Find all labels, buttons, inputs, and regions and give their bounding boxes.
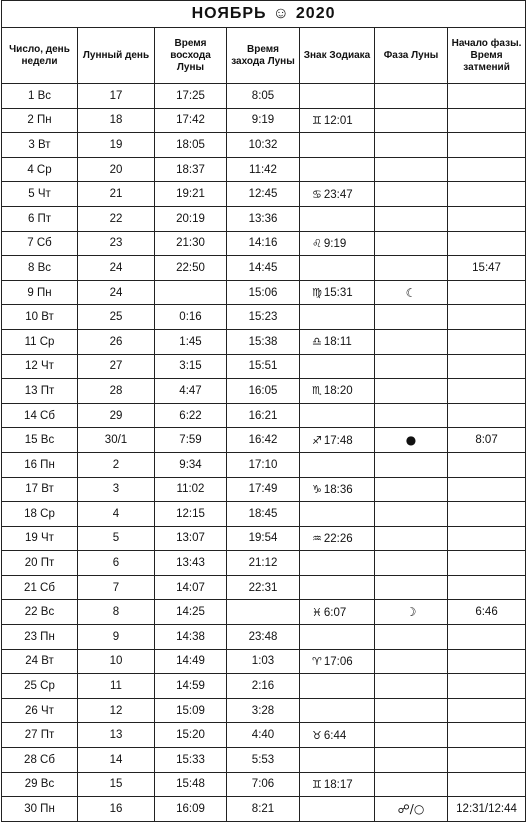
moonrise-cell: 19:21 <box>155 182 227 207</box>
date-cell: 2 Пн <box>2 108 78 133</box>
zodiac-cell <box>300 649 375 674</box>
phase-cell <box>375 329 448 354</box>
zodiac-cell <box>300 329 375 354</box>
phase-start-cell <box>448 403 526 428</box>
date-cell: 19 Чт <box>2 526 78 551</box>
moonset-cell: 14:16 <box>227 231 300 256</box>
table-row <box>2 329 526 354</box>
zodiac-cell <box>300 772 375 797</box>
zodiac-sign-icon: ♎ <box>312 335 322 349</box>
moonrise-cell: 18:37 <box>155 157 227 182</box>
zodiac-cell <box>300 748 375 773</box>
table-row <box>2 452 526 477</box>
header-date: Число, день недели <box>2 28 78 84</box>
moonrise-cell: 13:07 <box>155 526 227 551</box>
moonrise-cell: 11:02 <box>155 477 227 502</box>
zodiac-cell <box>300 797 375 822</box>
phase-start-cell <box>448 379 526 404</box>
phase-cell <box>375 305 448 330</box>
zodiac-cell <box>300 428 375 453</box>
zodiac-time: 15:31 <box>323 287 353 300</box>
date-cell: 6 Пт <box>2 206 78 231</box>
phase-cell <box>375 206 448 231</box>
lunar-day-cell: 20 <box>78 157 155 182</box>
lunar-day-cell: 6 <box>78 551 155 576</box>
lunar-day-cell: 30/1 <box>78 428 155 453</box>
moonrise-cell: 18:05 <box>155 133 227 158</box>
moonrise-cell: 9:34 <box>155 452 227 477</box>
zodiac-cell <box>300 354 375 379</box>
date-cell: 21 Сб <box>2 575 78 600</box>
zodiac-cell <box>300 379 375 404</box>
date-cell: 26 Чт <box>2 698 78 723</box>
date-cell: 24 Вт <box>2 649 78 674</box>
moonrise-cell: 3:15 <box>155 354 227 379</box>
moonset-cell: 2:16 <box>227 674 300 699</box>
table-row <box>2 723 526 748</box>
moon-calendar-table <box>1 0 526 822</box>
date-cell: 30 Пн <box>2 797 78 822</box>
moon-phase-icon: ☽ <box>405 605 417 620</box>
zodiac-cell <box>300 84 375 109</box>
lunar-day-cell: 19 <box>78 133 155 158</box>
date-cell: 4 Ср <box>2 157 78 182</box>
zodiac-cell <box>300 452 375 477</box>
lunar-day-cell: 4 <box>78 502 155 527</box>
lunar-day-cell: 23 <box>78 231 155 256</box>
date-cell: 9 Пн <box>2 280 78 305</box>
zodiac-cell <box>300 600 375 625</box>
lunar-day-cell: 25 <box>78 305 155 330</box>
zodiac-cell <box>300 206 375 231</box>
table-row <box>2 575 526 600</box>
phase-cell <box>375 256 448 281</box>
zodiac-sign-icon: ♓ <box>312 605 322 619</box>
table-row <box>2 182 526 207</box>
zodiac-sign-icon: ♌ <box>312 236 322 250</box>
zodiac-time: 17:06 <box>323 655 353 668</box>
title-month: НОЯБРЬ <box>191 5 267 22</box>
moonrise-cell: 15:09 <box>155 698 227 723</box>
phase-start-cell <box>448 182 526 207</box>
title-row <box>2 1 526 28</box>
lunar-day-cell: 7 <box>78 575 155 600</box>
date-cell: 27 Пт <box>2 723 78 748</box>
moonset-cell: 3:28 <box>227 698 300 723</box>
moonrise-cell: 4:47 <box>155 379 227 404</box>
phase-start-cell: 12:31/12:44 <box>448 797 526 822</box>
zodiac-cell <box>300 305 375 330</box>
table-row <box>2 403 526 428</box>
date-cell: 7 Сб <box>2 231 78 256</box>
table-row <box>2 625 526 650</box>
zodiac-cell <box>300 502 375 527</box>
zodiac-cell <box>300 625 375 650</box>
phase-cell <box>375 354 448 379</box>
smiley-icon: ☺ <box>272 5 290 22</box>
table-row <box>2 551 526 576</box>
date-cell: 28 Сб <box>2 748 78 773</box>
lunar-day-cell: 8 <box>78 600 155 625</box>
moonset-cell: 16:05 <box>227 379 300 404</box>
zodiac-time: 12:01 <box>323 114 353 127</box>
date-cell: 23 Пн <box>2 625 78 650</box>
zodiac-cell <box>300 256 375 281</box>
moonrise-cell: 14:07 <box>155 575 227 600</box>
table-row <box>2 84 526 109</box>
moonset-cell: 7:06 <box>227 772 300 797</box>
moonrise-cell: 20:19 <box>155 206 227 231</box>
zodiac-time: 18:20 <box>323 385 353 398</box>
phase-cell <box>375 84 448 109</box>
phase-cell <box>375 551 448 576</box>
zodiac-time: 17:48 <box>323 434 353 447</box>
phase-start-cell <box>448 305 526 330</box>
table-row <box>2 256 526 281</box>
phase-cell <box>375 649 448 674</box>
phase-start-cell <box>448 108 526 133</box>
table-row <box>2 354 526 379</box>
phase-start-cell <box>448 477 526 502</box>
table-row <box>2 600 526 625</box>
zodiac-time: 18:17 <box>323 778 353 791</box>
date-cell: 29 Вс <box>2 772 78 797</box>
moonset-cell: 12:45 <box>227 182 300 207</box>
zodiac-cell <box>300 280 375 305</box>
moonset-cell: 15:06 <box>227 280 300 305</box>
phase-start-cell <box>448 84 526 109</box>
date-cell: 8 Вс <box>2 256 78 281</box>
date-cell: 1 Вс <box>2 84 78 109</box>
lunar-day-cell: 21 <box>78 182 155 207</box>
date-cell: 17 Вт <box>2 477 78 502</box>
date-cell: 3 Вт <box>2 133 78 158</box>
date-cell: 10 Вт <box>2 305 78 330</box>
moonrise-cell: 14:49 <box>155 649 227 674</box>
moonset-cell: 9:19 <box>227 108 300 133</box>
phase-start-cell <box>448 452 526 477</box>
moonrise-cell: 17:42 <box>155 108 227 133</box>
table-row <box>2 231 526 256</box>
phase-start-cell <box>448 329 526 354</box>
lunar-day-cell: 10 <box>78 649 155 674</box>
table-row <box>2 797 526 822</box>
moonrise-cell: 15:33 <box>155 748 227 773</box>
moonset-cell: 22:31 <box>227 575 300 600</box>
moonrise-cell: 22:50 <box>155 256 227 281</box>
table-row <box>2 698 526 723</box>
phase-start-cell: 8:07 <box>448 428 526 453</box>
moonset-cell: 21:12 <box>227 551 300 576</box>
phase-cell <box>375 182 448 207</box>
lunar-day-cell: 17 <box>78 84 155 109</box>
moonset-cell: 14:45 <box>227 256 300 281</box>
moonrise-cell: 7:59 <box>155 428 227 453</box>
phase-start-cell: 6:46 <box>448 600 526 625</box>
moonset-cell: 17:10 <box>227 452 300 477</box>
phase-start-cell <box>448 231 526 256</box>
zodiac-cell <box>300 157 375 182</box>
zodiac-cell <box>300 551 375 576</box>
table-row <box>2 206 526 231</box>
zodiac-sign-icon: ♉ <box>312 728 322 742</box>
table-row <box>2 477 526 502</box>
zodiac-cell <box>300 723 375 748</box>
zodiac-sign-icon: ♒ <box>312 531 322 545</box>
zodiac-sign-icon: ♐ <box>312 433 322 447</box>
phase-cell <box>375 133 448 158</box>
moonset-cell: 16:42 <box>227 428 300 453</box>
zodiac-cell <box>300 133 375 158</box>
moonset-cell: 17:49 <box>227 477 300 502</box>
phase-start-cell <box>448 526 526 551</box>
moonrise-cell: 16:09 <box>155 797 227 822</box>
table-row <box>2 674 526 699</box>
zodiac-cell <box>300 526 375 551</box>
phase-start-cell <box>448 280 526 305</box>
moonrise-cell: 14:25 <box>155 600 227 625</box>
zodiac-cell <box>300 182 375 207</box>
header-zodiac: Знак Зодиака <box>300 28 375 84</box>
zodiac-cell <box>300 674 375 699</box>
phase-cell <box>375 575 448 600</box>
moonset-cell: 8:21 <box>227 797 300 822</box>
phase-cell <box>375 280 448 305</box>
title-year: 2020 <box>295 5 336 22</box>
phase-start-cell <box>448 206 526 231</box>
date-cell: 11 Ср <box>2 329 78 354</box>
zodiac-time: 22:26 <box>323 532 353 545</box>
zodiac-sign-icon: ♏ <box>312 384 322 398</box>
lunar-day-cell: 14 <box>78 748 155 773</box>
moonrise-cell: 21:30 <box>155 231 227 256</box>
phase-cell <box>375 698 448 723</box>
moonrise-cell: 1:45 <box>155 329 227 354</box>
table-row <box>2 379 526 404</box>
date-cell: 18 Ср <box>2 502 78 527</box>
lunar-day-cell: 5 <box>78 526 155 551</box>
zodiac-time: 6:44 <box>323 729 347 742</box>
phase-cell <box>375 231 448 256</box>
phase-cell <box>375 379 448 404</box>
date-cell: 22 Вс <box>2 600 78 625</box>
table-row <box>2 108 526 133</box>
phase-cell <box>375 723 448 748</box>
phase-cell <box>375 108 448 133</box>
moon-phase-icon: ☾ <box>405 285 417 300</box>
table-row <box>2 133 526 158</box>
moonset-cell: 13:36 <box>227 206 300 231</box>
moonset-cell: 1:03 <box>227 649 300 674</box>
lunar-day-cell: 24 <box>78 256 155 281</box>
phase-cell <box>375 452 448 477</box>
phase-start-cell: 15:47 <box>448 256 526 281</box>
table-row <box>2 305 526 330</box>
zodiac-sign-icon: ♊ <box>312 113 322 127</box>
phase-cell <box>375 403 448 428</box>
zodiac-time: 18:11 <box>323 336 352 349</box>
moonset-cell: 18:45 <box>227 502 300 527</box>
table-row <box>2 748 526 773</box>
date-cell: 5 Чт <box>2 182 78 207</box>
lunar-day-cell: 28 <box>78 379 155 404</box>
header-moonset: Время захода Луны <box>227 28 300 84</box>
zodiac-cell <box>300 403 375 428</box>
zodiac-sign-icon: ♑ <box>312 482 322 496</box>
phase-start-cell <box>448 502 526 527</box>
moon-phase-icon: ☍/○ <box>397 802 425 817</box>
phase-cell <box>375 625 448 650</box>
lunar-day-cell: 29 <box>78 403 155 428</box>
lunar-day-cell: 18 <box>78 108 155 133</box>
zodiac-sign-icon: ♋ <box>312 187 322 201</box>
moonrise-cell: 13:43 <box>155 551 227 576</box>
phase-start-cell <box>448 575 526 600</box>
table-row <box>2 526 526 551</box>
lunar-day-cell: 2 <box>78 452 155 477</box>
lunar-day-cell: 13 <box>78 723 155 748</box>
date-cell: 12 Чт <box>2 354 78 379</box>
moonrise-cell: 0:16 <box>155 305 227 330</box>
moonrise-cell: 14:38 <box>155 625 227 650</box>
phase-start-cell <box>448 649 526 674</box>
phase-cell <box>375 157 448 182</box>
moonset-cell: 5:53 <box>227 748 300 773</box>
moonrise-cell: 6:22 <box>155 403 227 428</box>
moonset-cell: 15:23 <box>227 305 300 330</box>
lunar-day-cell: 24 <box>78 280 155 305</box>
phase-start-cell <box>448 674 526 699</box>
phase-cell <box>375 674 448 699</box>
lunar-day-cell: 15 <box>78 772 155 797</box>
moon-phase-icon: ● <box>405 433 417 448</box>
lunar-day-cell: 11 <box>78 674 155 699</box>
moonset-cell: 16:21 <box>227 403 300 428</box>
moonset-cell: 15:51 <box>227 354 300 379</box>
phase-start-cell <box>448 354 526 379</box>
moonset-cell: 23:48 <box>227 625 300 650</box>
lunar-day-cell: 26 <box>78 329 155 354</box>
phase-cell <box>375 772 448 797</box>
date-cell: 14 Сб <box>2 403 78 428</box>
moonrise-cell: 17:25 <box>155 84 227 109</box>
header-row <box>2 28 526 84</box>
zodiac-cell <box>300 575 375 600</box>
phase-start-cell <box>448 698 526 723</box>
phase-cell <box>375 600 448 625</box>
moonset-cell: 10:32 <box>227 133 300 158</box>
table-row <box>2 157 526 182</box>
phase-cell <box>375 428 448 453</box>
header-phase-start: Начало фазы. Время затмений <box>448 28 526 84</box>
phase-start-cell <box>448 133 526 158</box>
table-row <box>2 428 526 453</box>
date-cell: 20 Пт <box>2 551 78 576</box>
phase-start-cell <box>448 625 526 650</box>
phase-cell <box>375 477 448 502</box>
date-cell: 25 Ср <box>2 674 78 699</box>
moonrise-cell <box>155 280 227 305</box>
phase-start-cell <box>448 551 526 576</box>
zodiac-sign-icon: ♈ <box>312 654 322 668</box>
table-row <box>2 502 526 527</box>
header-phase: Фаза Луны <box>375 28 448 84</box>
moonset-cell: 8:05 <box>227 84 300 109</box>
moonset-cell: 15:38 <box>227 329 300 354</box>
moonrise-cell: 15:48 <box>155 772 227 797</box>
lunar-day-cell: 12 <box>78 698 155 723</box>
moon-calendar-page <box>1 0 525 822</box>
moonrise-cell: 14:59 <box>155 674 227 699</box>
zodiac-time: 18:36 <box>323 483 353 496</box>
moonset-cell <box>227 600 300 625</box>
phase-cell <box>375 502 448 527</box>
zodiac-sign-icon: ♊ <box>312 777 322 791</box>
phase-cell <box>375 797 448 822</box>
zodiac-cell <box>300 108 375 133</box>
phase-start-cell <box>448 157 526 182</box>
moonset-cell: 11:42 <box>227 157 300 182</box>
date-cell: 15 Вс <box>2 428 78 453</box>
zodiac-time: 9:19 <box>323 237 347 250</box>
phase-start-cell <box>448 748 526 773</box>
table-row <box>2 772 526 797</box>
table-row <box>2 280 526 305</box>
zodiac-sign-icon: ♍ <box>312 286 322 300</box>
phase-start-cell <box>448 723 526 748</box>
header-moonrise: Время восхода Луны <box>155 28 227 84</box>
lunar-day-cell: 22 <box>78 206 155 231</box>
date-cell: 16 Пн <box>2 452 78 477</box>
table-row <box>2 649 526 674</box>
lunar-day-cell: 16 <box>78 797 155 822</box>
zodiac-time: 23:47 <box>323 188 353 201</box>
zodiac-cell <box>300 231 375 256</box>
moonrise-cell: 15:20 <box>155 723 227 748</box>
zodiac-cell <box>300 698 375 723</box>
moonset-cell: 4:40 <box>227 723 300 748</box>
moonset-cell: 19:54 <box>227 526 300 551</box>
page-title <box>2 1 526 28</box>
date-cell: 13 Пт <box>2 379 78 404</box>
moonrise-cell: 12:15 <box>155 502 227 527</box>
phase-cell <box>375 748 448 773</box>
lunar-day-cell: 9 <box>78 625 155 650</box>
header-lunar-day: Лунный день <box>78 28 155 84</box>
zodiac-cell <box>300 477 375 502</box>
phase-cell <box>375 526 448 551</box>
phase-start-cell <box>448 772 526 797</box>
lunar-day-cell: 27 <box>78 354 155 379</box>
lunar-day-cell: 3 <box>78 477 155 502</box>
zodiac-time: 6:07 <box>323 606 347 619</box>
